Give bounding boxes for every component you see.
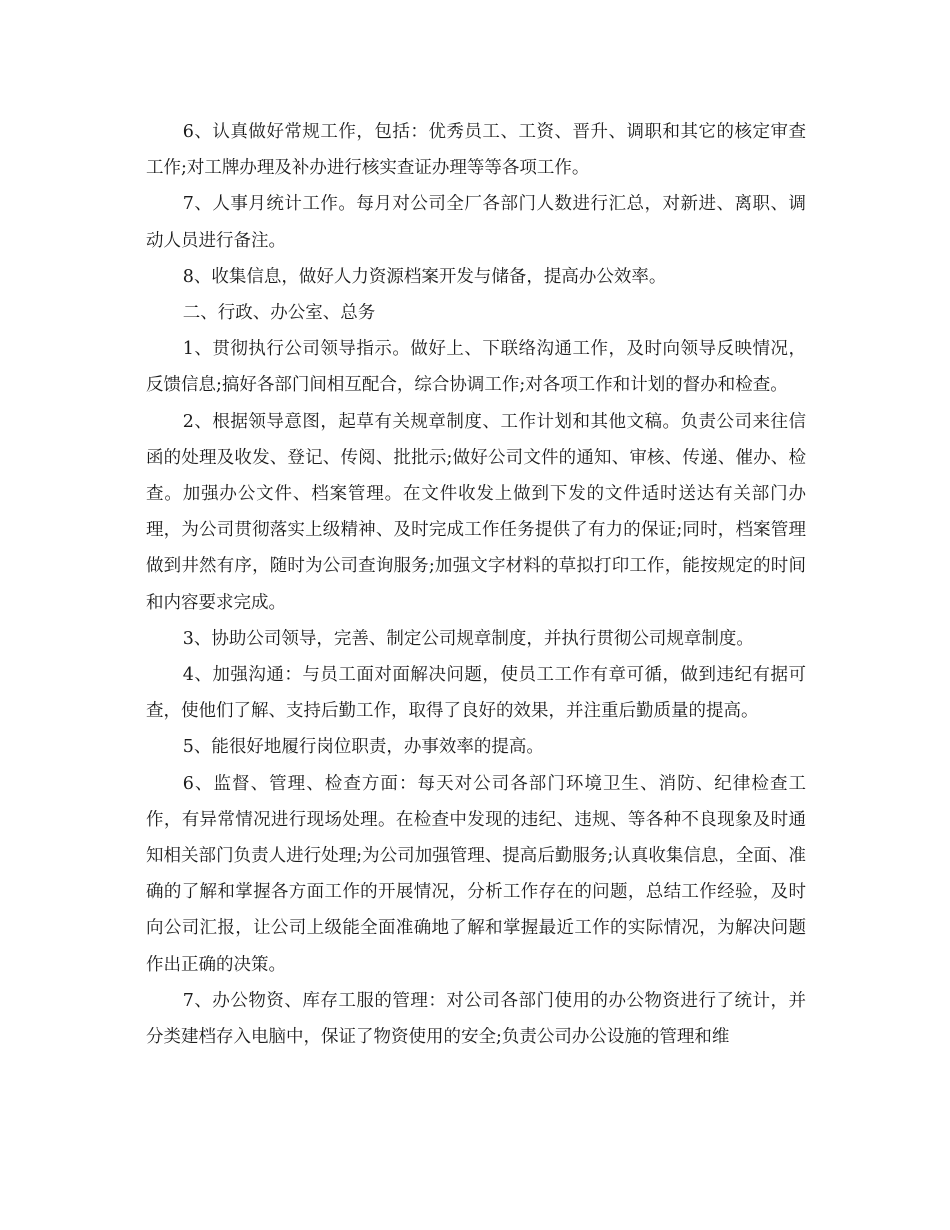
paragraph-8: 4、加强沟通：与员工面对面解决问题，使员工工作有章可循，做到违纪有据可查，使他们了解、支持后勤工作，取得了良好的效果，并注重后勤质量的提高。 (146, 665, 806, 722)
paragraph-3: 8、收集信息，做好人力资源档案开发与储备，提高办公效率。 (182, 266, 667, 287)
paragraph-7: 3、协助公司领导，完善、制定公司规章制度，并执行贯彻公司规章制度。 (182, 628, 754, 649)
paragraph-6: 2、根据领导意图，起草有关规章制度、工作计划和其他文稿。负责公司来往信函的处理及收发、登记、传阅、批批示;做好公司文件的通知、审核、传递、催办、检查。加强办公文件、档案管理。在文件收发上做到下发的文件适时送达有关部门办理，为公司贯彻落实上级精神、及时完成工作任务提供了有力的保证;同时，档案管理做到井然有序，随时为公司查询服务;加强文字材料的草拟打印工作，能按规定的时间和内容要求完成。 (146, 411, 806, 613)
paragraph-9: 5、能很好地履行岗位职责，办事效率的提高。 (182, 737, 544, 758)
paragraph-2: 7、人事月统计工作。每月对公司全厂各部门人数进行汇总，对新进、离职、调动人员进行备注。 (146, 194, 806, 251)
paragraph-5: 1、贯彻执行公司领导指示。做好上、下联络沟通工作，及时向领导反映情况，反馈信息;搞好各部门间相互配合，综合协调工作;对各项工作和计划的督办和检查。 (146, 339, 806, 396)
section-heading: 二、行政、办公室、总务 (182, 303, 376, 324)
paragraph-11: 7、办公物资、库存工服的管理：对公司各部门使用的办公物资进行了统计，并分类建档存入电脑中，保证了物资使用的安全;负责公司办公设施的管理和维 (146, 990, 806, 1048)
paragraph-10: 6、监督、管理、检查方面：每天对公司各部门环境卫生、消防、纪律检查工作，有异常情况进行现场处理。在检查中发现的违纪、违规、等各种不良现象及时通知相关部门负责人进行处理;为公司加强管理、提高后勤服务;认真收集信息，全面、准确的了解和掌握各方面工作的开展情况，分析工作存在的问题，总结工作经验，及时向公司汇报，让公司上级能全面准确地了解和掌握最近工作的实际情况，为解决问题作出正确的决策。 (146, 773, 806, 975)
paragraph-1: 6、认真做好常规工作，包括：优秀员工、工资、晋升、调职和其它的核定审查工作;对工牌办理及补办进行核实查证办理等等各项工作。 (146, 122, 806, 179)
document-body (146, 114, 806, 1055)
